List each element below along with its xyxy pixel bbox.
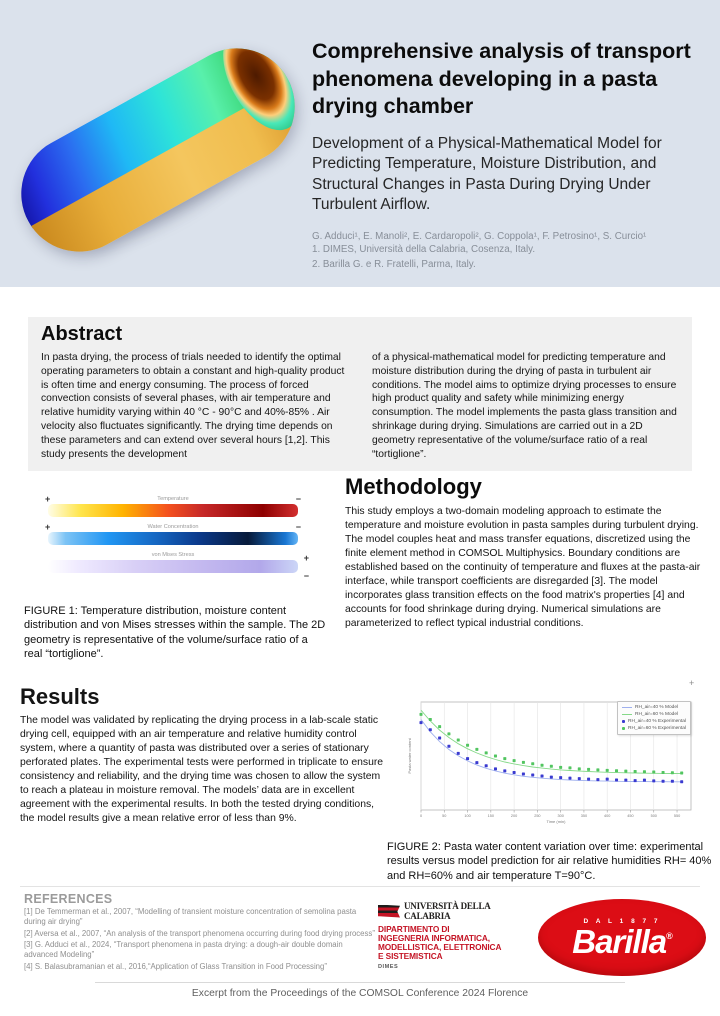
barilla-tagline: D A L 1 8 7 7 <box>583 917 661 925</box>
legend-swatch <box>622 727 625 730</box>
minus-sign: − <box>295 522 301 532</box>
abstract-column-2: of a physical-mathematical model for predicting temperature and moisture distribution during the drying of pasta in turbulent air conditions. The model aims to optimize drying processes to ensure high product quality and safety while minimizing energy consumption. The model implements the pasta glass transition and shrinkage during drying. Simulations are carried out in a 2D geometry representative of the volume/surface ratio of a real “tortiglione”. <box>372 352 677 460</box>
svg-text:500: 500 <box>650 814 657 818</box>
plus-sign: + <box>45 522 51 532</box>
reference-item: [4] S. Balasubramanian et al., 2016,“Application of Glass Transition in Food Processing” <box>24 961 327 971</box>
pasta-tube <box>0 28 315 273</box>
svg-text:100: 100 <box>464 814 471 818</box>
results-heading: Results <box>20 684 100 709</box>
legend-swatch <box>622 720 625 723</box>
abstract-columns <box>41 351 679 461</box>
svg-text:300: 300 <box>557 814 564 818</box>
legend-swatch <box>622 707 632 708</box>
svg-text:450: 450 <box>627 814 634 818</box>
unical-flag-icon <box>378 905 400 918</box>
page-subtitle: Development of a Physical-Mathematical Model for Predicting Temperature, Moisture Distribution, and Structural Changes in Pasta During Drying Under Turbulent Airflow. <box>312 134 662 214</box>
footer-text: Excerpt from the Proceedings of the COMSOL Conference 2024 Florence <box>191 988 529 999</box>
results-body: The model was validated by replicating the drying process in a lab-scale static drying cell, equipped with an air temperature and relative humidity control system, where a quantity of pasta was distributed over a series of stationary perforated plates. The experimental tests were performed in triplicate to ensure consistency and reliability, and the drying time was chosen to allow the system to reach a plateau in moisture removal. The models’ data are in excellent agreement with the experimental results. In both the tested drying conditions, the model results give a mean relative error of less than 9%. <box>20 715 384 824</box>
affiliation-2: 2. Barilla G. e R. Fratelli, Parma, Italy. <box>312 259 476 271</box>
colorbar-water-concentration <box>48 532 298 545</box>
reference-item: [3] G. Adduci et al., 2024, “Transport phenomena in pasta drying: a dough-air double domain advanced Modeling” <box>24 940 343 960</box>
bottom-divider <box>20 886 700 887</box>
minus-sign: − <box>303 571 309 581</box>
unical-dept-line: INGEGNERIA INFORMATICA, <box>378 932 491 943</box>
figure1-colorbars <box>42 496 314 580</box>
plus-sign: + <box>45 494 51 504</box>
svg-text:200: 200 <box>510 814 518 818</box>
figure2-caption: FIGURE 2: Pasta water content variation over time: experimental results versus model prediction for air relative humidities RH= 40% and RH=60% and air temperature T=90°C. <box>387 841 712 882</box>
colorbar-von-mises-stress <box>48 560 298 573</box>
registered-mark: ® <box>666 930 672 941</box>
legend-entry <box>622 718 686 725</box>
references-heading: REFERENCES <box>24 892 113 906</box>
unical-logo <box>378 901 530 970</box>
legend-entry <box>622 711 686 718</box>
reference-item: [1] De Temmerman et al., 2007, “Modelling of transient moisture concentration of semolina pasta during air drying” <box>24 907 357 927</box>
abstract-heading: Abstract <box>41 323 123 345</box>
svg-text:150: 150 <box>487 814 494 818</box>
chart-expand-icon: + <box>689 678 695 688</box>
legend-label: RH_air=60 % Model <box>635 712 679 717</box>
svg-text:Pasta water content: Pasta water content <box>407 738 412 774</box>
legend-entry <box>622 725 686 732</box>
methodology-body: This study employs a two-domain modeling approach to estimate the temperature and moisture evolution in pasta samples during turbulent drying. The model couples heat and mass transfer equations, discretized using the finite element method in COMSOL Multiphysics. Boundary conditions are established based on the continuity of temperature and fluxes at the pasta-air interface, while transport coefficients are disregarded [3]. The model incorporates glass transition effects on the food matrix's properties [4] and accounts for food shrinkage during drying. Numerical simulations are parameterized to reflect typical industrial conditions. <box>345 506 701 629</box>
abstract-column-1: In pasta drying, the process of trials needed to identify the optimal operating parameters to obtain a constant and high-quality product is often time and energy consuming. The process of forced convection consists of several phases, with air temperature and relative humidity varying within 40 °C - 90°C and 40%-85% . Air velocity also fluctuates significantly. The drying time depends on these parameters and can extend over several hours [1,2]. This study presents the development <box>41 352 345 460</box>
abstract-section <box>28 317 692 471</box>
references-section <box>24 892 376 972</box>
unical-department <box>378 925 530 961</box>
colorbar-temperature <box>48 504 298 517</box>
colorbar-label-temperature: Temperature <box>157 496 189 502</box>
unical-dept-line: DIPARTIMENTO DI <box>378 924 450 934</box>
unical-dimes-label: DIMES <box>378 963 399 970</box>
svg-text:250: 250 <box>534 814 541 818</box>
svg-text:550: 550 <box>673 814 681 818</box>
barilla-logo <box>538 899 706 976</box>
svg-text:400: 400 <box>604 814 611 818</box>
colorbar-label-water: Water Concentration <box>147 524 199 530</box>
unical-name: UNIVERSITÀ DELLA CALABRIA <box>404 901 491 921</box>
svg-text:350: 350 <box>580 814 588 818</box>
header-banner <box>0 0 720 287</box>
plus-sign: + <box>303 553 309 563</box>
title-block <box>312 38 710 272</box>
pasta-3d-render <box>0 0 320 287</box>
affiliation-1: 1. DIMES, Università della Calabria, Cosenza, Italy. <box>312 243 536 255</box>
figure2-legend <box>617 701 691 735</box>
svg-text:Time (min): Time (min) <box>546 819 566 824</box>
legend-label: RH_air=40 % Experimental <box>628 719 686 724</box>
legend-label: RH_air=40 % Model <box>635 705 679 710</box>
legend-label: RH_air=60 % Experimental <box>628 726 686 731</box>
unical-dept-line: E SISTEMISTICA <box>378 950 443 961</box>
footer-divider <box>95 982 625 983</box>
methodology-heading: Methodology <box>345 474 482 499</box>
legend-entry <box>622 704 686 711</box>
unical-logo-top <box>378 901 530 921</box>
legend-swatch <box>622 714 632 715</box>
colorbar-label-vonmises: von Mises Stress <box>151 552 195 558</box>
unical-dept-line: MODELLISTICA, ELETTRONICA <box>378 941 502 952</box>
authors-line: G. Adduci¹, E. Manoli², E. Cardaropoli², G. Coppola¹, F. Petrosino¹, S. Curcio¹ <box>312 230 647 242</box>
figure2-chart <box>405 694 701 836</box>
reference-item: [2] Aversa et al., 2007, “An analysis of the transport phenomena occurring during food drying process” <box>24 928 375 938</box>
barilla-name-text: Barilla <box>572 922 667 960</box>
barilla-wordmark <box>572 922 672 960</box>
figure1-caption: FIGURE 1: Temperature distribution, moisture content distribution and von Mises stresses within the sample. The 2D geometry is representative of the volume/surface ratio of a real “tortiglione”. <box>24 605 326 660</box>
methodology-section <box>345 474 713 630</box>
minus-sign: − <box>295 494 301 504</box>
svg-text:0: 0 <box>419 814 423 818</box>
svg-text:50: 50 <box>442 814 447 818</box>
page-title: Comprehensive analysis of transport phenomena developing in a pasta drying chamber <box>312 39 691 119</box>
